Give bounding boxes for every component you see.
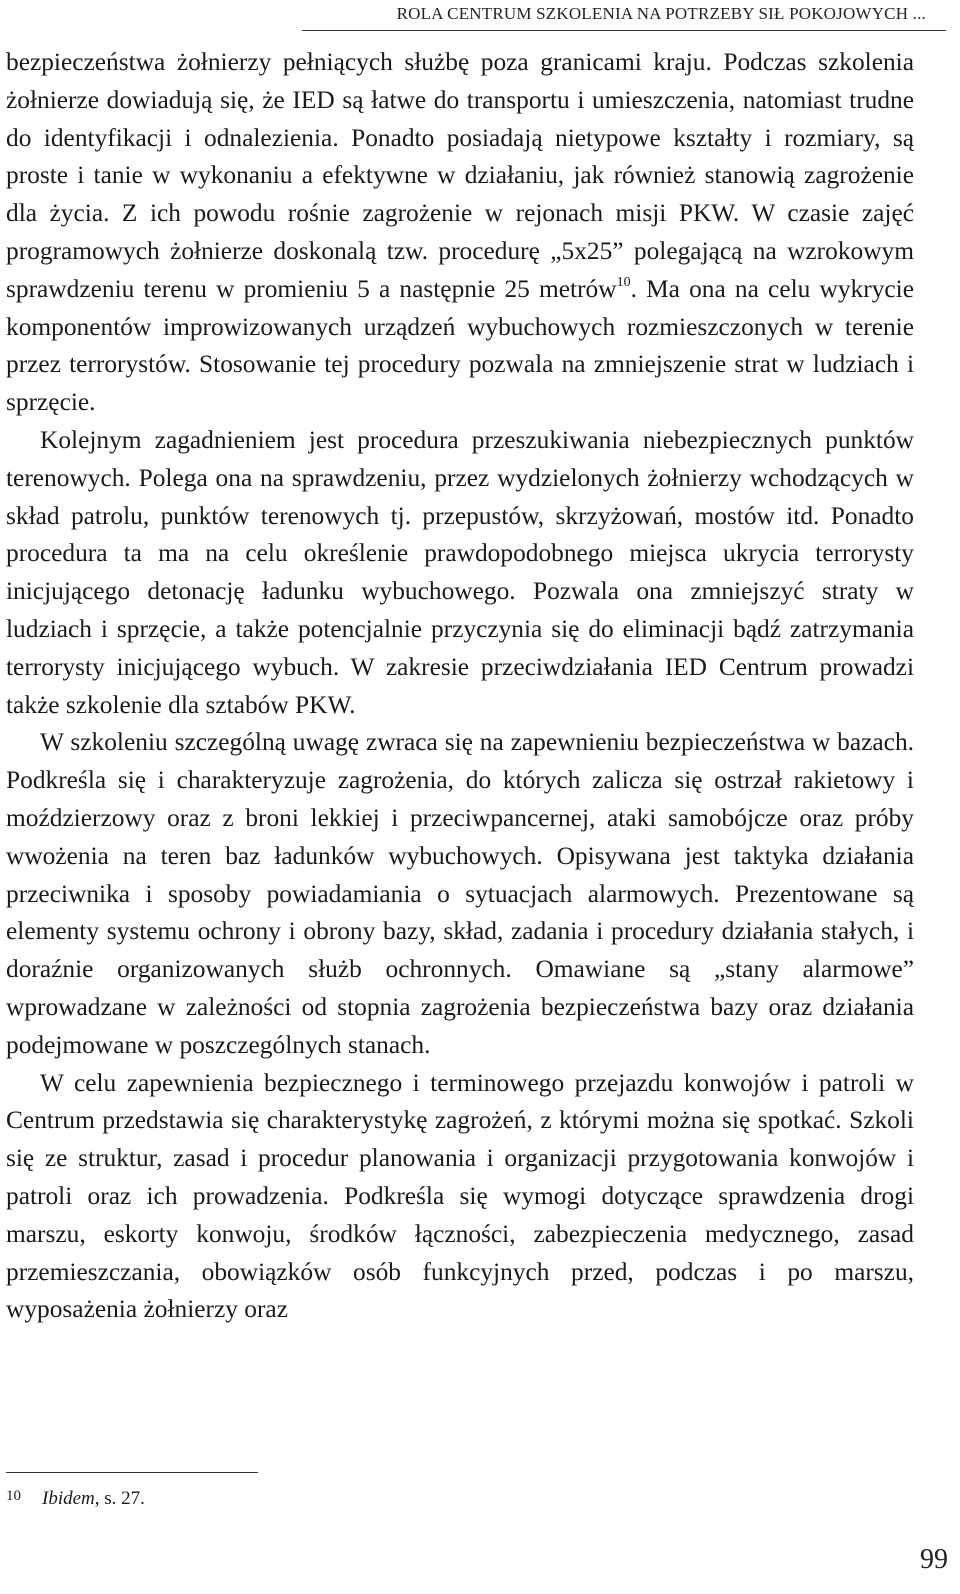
footnote-reference[interactable]: 10 <box>616 274 631 290</box>
running-header: ROLA CENTRUM SZKOLENIA NA POTRZEBY SIŁ POKOJOWYCH ... <box>396 4 926 23</box>
page-number: 99 <box>920 1544 948 1575</box>
paragraph-3: W szkoleniu szczególną uwagę zwraca się na zapewnieniu bezpieczeństwa w bazach. Podkreśla się i charakteryzuje zagrożenia, do których zalicza się ostrzał rakietowy i moździerzowy oraz z broni lekkiej i przeciwpancernej, ataki samobójcze oraz próby wwożenia na teren baz ładunków wybuchowych. Opisywana jest taktyka działania przeciwnika i sposoby powiadamiania o sytuacjach alarmowych. Prezentowane są elementy systemu ochrony i obrony bazy, skład, zadania i procedury działania stałych, i doraźnie organizowanych służb ochronnych. Omawiane są „stany alarmowe” wprowadzane w zależności od stopnia zagrożenia bezpieczeństwa bazy oraz działania podejmowane w poszczególnych stanach. <box>6 728 914 1059</box>
paragraph-1 <box>6 44 914 422</box>
footnote-source: Ibidem <box>42 1488 95 1509</box>
paragraph-4: W celu zapewnienia bezpiecznego i terminowego przejazdu konwojów i patroli w Centrum przedstawia się charakterystykę zagrożeń, z którymi można się spotkać. Szkoli się ze struktur, zasad i procedur planowania i organizacji przygotowania konwojów i patroli oraz ich prowadzenia. Podkreśla się wymogi dotyczące sprawdzenia drogi marszu, eskorty konwoju, środków łączności, zabezpieczenia medycznego, zasad przemieszczania, obowiązków osób funkcyjnych przed, podczas i po marszu, wyposażenia żołnierzy oraz <box>6 1068 914 1324</box>
footnote-number: 10 <box>6 1488 21 1504</box>
paragraph-1-text-continued: . Ma ona na celu wykrycie komponentów improwizowanych urządzeń wybuchowych rozmieszczonych w terenie przez terrorystów. Stosowanie tej procedury pozwala na zmniejszenie strat w ludziach i sprzęcie. <box>6 274 914 417</box>
paragraph-1-text: bezpieczeństwa żołnierzy pełniących służbę poza granicami kraju. Podczas szkolenia żołnierze dowiadują się, że IED są łatwe do transportu i umieszczenia, natomiast trudne do identyfikacji i odnalezienia. Ponadto posiadają nietypowe kształty i rozmiary, są proste i tanie w wykonaniu a efektywne w działaniu, jak również stanowią zagrożenie dla życia. Z ich powodu rośnie zagrożenie w rejonach misji PKW. W czasie zajęć programowych żołnierze doskonalą tzw. procedurę „5x25” polegającą na wzrokowym sprawdzeniu terenu w promieniu 5 a następnie 25 metrów <box>6 48 914 303</box>
body-text <box>6 44 914 1329</box>
header-rule <box>302 30 946 31</box>
footnote <box>6 1484 145 1511</box>
footnote-page-ref: , s. 27. <box>94 1488 145 1509</box>
paragraph-2: Kolejnym zagadnieniem jest procedura przeszukiwania niebezpiecznych punktów terenowych. Polega ona na sprawdzeniu, przez wydzielonych żołnierzy wchodzących w skład patrolu, punktów terenowych tj. przepustów, skrzyżowań, mostów itd. Ponadto procedura ta ma na celu określenie prawdopodobnego miejsca ukrycia terrorysty inicjującego detonację ładunku wybuchowego. Pozwala ona zmniejszyć straty w ludziach i sprzęcie, a także potencjalnie przyczynia się do eliminacji bądź zatrzymania terrorysty inicjującego wybuch. W zakresie przeciwdziałania IED Centrum prowadzi także szkolenie dla sztabów PKW. <box>6 425 914 719</box>
footnote-rule <box>6 1472 258 1473</box>
